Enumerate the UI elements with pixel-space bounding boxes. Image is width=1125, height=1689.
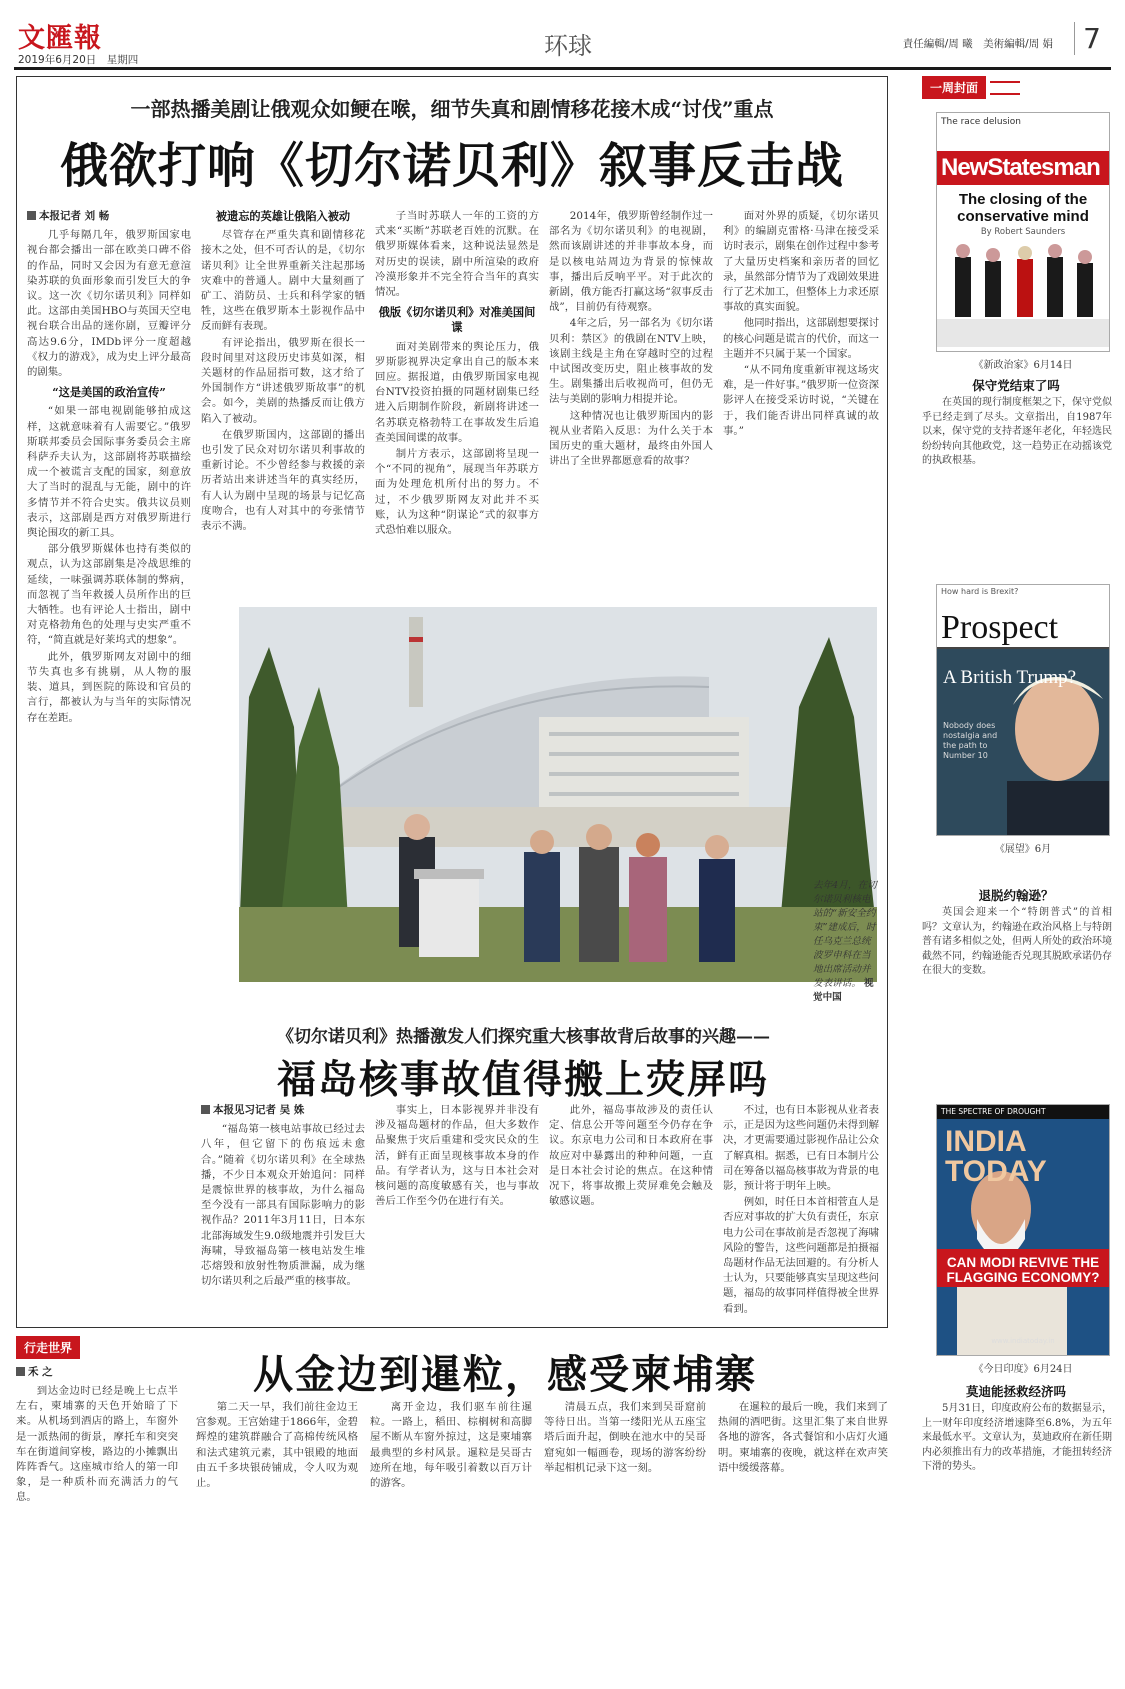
- bottom-column-2: [196, 1400, 358, 1674]
- magazine-logo: INDIA TODAY: [945, 1125, 1047, 1188]
- cover-illustration: [937, 237, 1110, 347]
- photo-credit: 视觉中国: [813, 978, 874, 1003]
- paragraph: 面对美剧带来的舆论压力，俄罗斯影视界决定拿出自己的版本来回应。据报道，由俄罗斯国家电视台NTV投资拍摄的同题材剧集已经进入后期制作阶段，新剧将讲述一名苏联克格勃特工在事故发生后追查美国间谍的故事。: [375, 340, 539, 444]
- paragraph: 不过，也有日本影视从业者表示，正是因为这些问题仍未得到解决，才更需要通过影视作品让公众了解真相。据悉，已有日本制片公司在筹备以福岛核事故为背景的电影，预计将于明年上映。: [723, 1104, 879, 1193]
- magazine-logo: Prospect: [937, 609, 1109, 649]
- main-column-3: [375, 209, 539, 597]
- cover-topline: How hard is Brexit?: [937, 585, 1109, 609]
- paragraph: 事实上，日本影视界并非没有涉及福岛题材的作品，但大多数作品聚焦于灾后重建和受灾民众的生活，鲜有正面呈现核事故本身的作品。有学者认为，这与日本社会对核问题的高度敏感有关，也与事故善后工作至今仍在进行有关。: [375, 1104, 539, 1208]
- magazine-caption: 《新政治家》6月14日: [973, 360, 1073, 371]
- main-byline: 本报记者 刘 畅: [27, 209, 191, 224]
- cover-byline: By Robert Saunders: [980, 227, 1066, 237]
- subheading: “这是美国的政治宣传”: [52, 385, 166, 400]
- main-story-box: [16, 76, 888, 1328]
- magazine-cover-prospect: [936, 584, 1110, 836]
- story2-column-2: [375, 1103, 539, 1323]
- paragraph: 制片方表示，这部剧将呈现一个“不同的视角”，展现当年苏联方面为处理危机所付出的努力。不过，不少俄罗斯网友对此并不买账，认为这种“阴谋论”式的叙事方式恐怕难以服众。: [375, 448, 539, 537]
- cover-body: [937, 1119, 1109, 1355]
- paragraph: “如果一部电视剧能够拍成这样，这就意味着有人需要它。”俄罗斯联邦委员会国际事务委员会主席科萨乔夫认为，这部剧将苏联描绘成一个被谎言支配的国家，刻意放大了当时的混乱与无能，剧中的许多情节并不符合史实。俄共议员则表示，这部剧是西方对俄罗斯进行舆论围攻的新工具。: [27, 405, 191, 540]
- section-name: 环球: [544, 32, 592, 60]
- byline-marker-icon: [16, 1367, 25, 1376]
- bottom-column-3: [370, 1400, 532, 1674]
- cover-body: [937, 649, 1109, 835]
- paragraph: 他同时指出，这部剧想要探讨的核心问题是谎言的代价，而这一主题并不只属于某一个国家。: [723, 317, 879, 360]
- paragraph: 尽管存在严重失真和剧情移花接木之处，但不可否认的是，《切尔诺贝利》让全世界重新关注起那场灾难中的普通人。剧中大量刻画了矿工、消防员、士兵和科学家的牺牲，这些在俄罗斯本土影视作品中反而鲜有表现。: [201, 229, 365, 333]
- magazine-caption: 《今日印度》6月24日: [973, 1364, 1073, 1375]
- newspaper-logo: 文匯報: [18, 23, 102, 54]
- editor-credits: 責任編輯/周 曦 美術編輯/周 娟: [902, 38, 1053, 50]
- paragraph: 离开金边，我们驱车前往暹粒。一路上，稻田、棕榈树和高脚屋不断从车窗外掠过，这是柬埔寨最典型的乡村风景。暹粒是吴哥古迹所在地，每年吸引着数以百万计的游客。: [370, 1401, 532, 1490]
- page-number: 7: [1074, 22, 1101, 55]
- brief-text: 英国会迎来一个“特朗普式”的首相吗？文章认为，约翰逊在政治风格上与特朗普有诸多相似之处，但两人所处的政治环境截然不同，约翰逊能否兑现其脱欧承诺仍存在很大的变数。: [922, 907, 1112, 977]
- paragraph: 此外，俄罗斯网友对剧中的细节失真也多有挑剔，从人物的服装、道具，到医院的陈设和官员的言行，都被认为与当年的实际情况存在差距。: [27, 650, 191, 724]
- brief-title: 莫迪能拯救经济吗: [965, 1384, 1066, 1399]
- story2-byline: 本报见习记者 吴 姝: [201, 1103, 365, 1118]
- paragraph: 到达金边时已经是晚上七点半左右，柬埔寨的天色开始暗了下来。从机场到酒店的路上，车窗外是一派热闹的街景，摩托车和突突车在街道间穿梭，路边的小摊飘出阵阵香气。这座城市给人的第一印象，是一种质朴而充满活力的气息。: [16, 1385, 178, 1504]
- cover-subline: Nobody does nostalgia and the path to Number 10: [943, 721, 998, 760]
- main-column-5: [723, 209, 879, 597]
- magazine-cover-indiatoday: [936, 1104, 1110, 1356]
- brief-text: 在英国的现行制度框架之下，保守党似乎已经走到了尽头。文章指出，自1987年以来，保守党的支持者逐年老化，年轻选民纷纷转向其他政党，这一趋势正在动摇该党的执政根基。: [922, 397, 1112, 467]
- cover-topline: The race delusion: [937, 113, 1109, 151]
- main-column-1: [27, 209, 191, 1009]
- subheading: 俄版《切尔诺贝利》对准美国间谍: [378, 305, 536, 335]
- paragraph: 这种情况也让俄罗斯国内的影视从业者陷入反思：为什么关于本国历史的重大题材，最终由外国人讲出了全世界都愿意看的故事？: [549, 409, 713, 468]
- paragraph: 几乎每隔几年，俄罗斯国家电视台都会播出一部在欧美口碑不俗的作品，同时又会因为有意无意渲染苏联的负面形象而引发巨大的争议。这一次《切尔诺贝利》同样如此。这部由美国HBO与英国天空电视台联合出品的迷你剧，豆瓣评分高达9.6分，IMDb评分一度超越《权力的游戏》，成为史上评分最高的剧集。: [27, 229, 191, 379]
- photo-caption: 去年4月，在切尔诺贝利核电站的“新安全约束”建成后，时任乌克兰总统波罗申科在当地出席活动并发表讲话。 视觉中国: [813, 880, 877, 1003]
- bottom-byline: 禾 之: [16, 1364, 53, 1379]
- paragraph: 在俄罗斯国内，这部剧的播出也引发了民众对切尔诺贝利事故的重新讨论。不少曾经参与救援的亲历者站出来讲述当年的真实经历，有人认为剧中呈现的场景与记忆高度吻合，也有人对其中的夸张情节表示不满。: [201, 428, 365, 533]
- paragraph: 清晨五点，我们来到吴哥窟前等待日出。当第一缕阳光从五座宝塔后面升起，倒映在池水中的吴哥窟宛如一幅画卷，现场的游客纷纷举起相机记录下这一刻。: [544, 1401, 706, 1474]
- brief-title: 保守党结束了吗: [972, 378, 1060, 393]
- secondary-headline: 福岛核事故值得搬上荧屏吗: [277, 1057, 770, 1103]
- story2-column-3: [549, 1103, 713, 1323]
- column-label-travel: 行走世界: [16, 1336, 80, 1359]
- main-headline: 俄欲打响《切尔诺贝利》叙事反击战: [59, 138, 844, 194]
- paragraph: 例如，时任日本首相菅直人是否应对事故的扩大负有责任，东京电力公司在事故前是否忽视了海啸风险的警告，这些问题都是拍摄福岛题材作品无法回避的。有分析人士认为，只要能够真实呈现这些问题，福岛的故事同样值得被全世界看到。: [723, 1196, 879, 1315]
- byline-marker-icon: [27, 211, 36, 220]
- publication-date: 2019年6月20日 星期四: [18, 54, 139, 66]
- paragraph: 4年之后，另一部名为《切尔诺贝利：禁区》的俄剧在NTV上映，该剧主线是主角在穿越时空的过程中试图改变历史，阻止核事故的发生。剧集播出后收视尚可，但仍无法与美剧的影响力相提并论。: [549, 317, 713, 406]
- cover-headline: CAN MODI REVIVE THE FLAGGING ECONOMY?: [946, 1255, 1100, 1285]
- paragraph: 子当时苏联人一年的工资的方式来“买断”苏联老百姓的沉默。在俄罗斯媒体看来，这种说法显然是对历史的误读，剧中所渲染的政府冷漠形象并不完全符合当年的真实情况。: [375, 210, 539, 299]
- bottom-column-4: [544, 1400, 706, 1674]
- brief-title: 退脱约翰逊？: [978, 888, 1054, 903]
- cover-topline: THE SPECTRE OF DROUGHT: [937, 1105, 1109, 1119]
- paragraph: 在暹粒的最后一晚，我们来到了热闹的酒吧街。这里汇集了来自世界各地的游客，各式餐馆和小店灯火通明。柬埔寨的夜晚，就这样在欢声笑语中缓缓落幕。: [718, 1401, 888, 1474]
- masthead: [14, 14, 1111, 70]
- secondary-kicker: 《切尔诺贝利》热播激发人们探究重大核事故背后故事的兴趣——: [277, 1027, 770, 1047]
- subheading: 被遗忘的英雄让俄陷入被动: [215, 209, 351, 223]
- bottom-column-1: [16, 1384, 178, 1674]
- paragraph: 2014年，俄罗斯曾经制作过一部名为《切尔诺贝利》的电视剧，然而该剧讲述的并非事故本身，而是以核电站周边为背景的惊悚故事，播出后反响平平。对于此次的新剧，俄方能否打赢这场“叙事反击战”，目前仍有待观察。: [549, 210, 713, 314]
- paragraph: 有评论指出，俄罗斯在很长一段时间里对这段历史讳莫如深，相关题材的作品屈指可数，这才给了外国制作方“讲述俄罗斯故事”的机会。如今，美剧的热播反而让俄方陷入了被动。: [201, 336, 365, 425]
- brief-text: 5月31日，印度政府公布的数据显示，上一财年印度经济增速降至6.8%，为五年来最低水平。文章认为，莫迪政府在新任期内必须推出有力的改革措施，才能扭转经济下滑的势头。: [922, 1403, 1112, 1473]
- news-photo: [239, 607, 877, 982]
- paragraph: 面对外界的质疑，《切尔诺贝利》的编剧克雷格·马津在接受采访时表示，剧集在创作过程中参考了大量历史档案和亲历者的回忆录，虽然部分情节为了戏剧效果进行了艺术加工，但整体上力求还原事故的真实面貌。: [723, 210, 879, 314]
- bottom-headline: 从金边到暹粒，感受柬埔寨: [253, 1351, 757, 1398]
- photo-illustration: [239, 607, 877, 982]
- magazine-logo: NewStatesman: [937, 151, 1109, 185]
- sidebar-label: 一周封面: [922, 76, 986, 99]
- bottom-column-5: [718, 1400, 888, 1674]
- cover-headline: The closing of the conservative mind: [957, 191, 1089, 225]
- paragraph: “福岛第一核电站事故已经过去八年，但它留下的伤痕远未愈合。”随着《切尔诺贝利》在全球热播，不少日本观众开始追问：同样是震惊世界的核事故，为什么福岛至今没有一部具有国际影响力的影视作品？2011年3月11日，日本东北部海域发生9.0级地震并引发巨大海啸，导致福岛第一核电站发生堆芯熔毁和放射性物质泄漏，成为继切尔诺贝利之后最严重的核事故。: [201, 1123, 365, 1288]
- story2-column-4: [723, 1103, 879, 1323]
- main-column-2: [201, 209, 365, 597]
- paragraph: “从不同角度重新审视这场灾难，是一件好事。”俄罗斯一位资深影评人在接受采访时说，“关键在于，我们能否讲出同样真诚的故事。”: [723, 364, 879, 437]
- main-kicker: 一部热播美剧让俄观众如鲠在喉，细节失真和剧情移花接木成“讨伐”重点: [130, 97, 774, 121]
- story2-column-1: [201, 1103, 365, 1323]
- main-column-4: [549, 209, 713, 597]
- magazine-caption: 《展望》6月: [994, 844, 1052, 855]
- magazine-cover-newstatesman: [936, 112, 1110, 352]
- paragraph: 此外，福岛事故涉及的责任认定、信息公开等问题至今仍存在争议。东京电力公司和日本政府在事故应对中暴露出的种种问题，一直是日本社会讨论的焦点。在这种情况下，将事故搬上荧屏难免会触及敏感议题。: [549, 1104, 713, 1208]
- paragraph: 部分俄罗斯媒体也持有类似的观点，认为这部剧集是冷战思维的延续，一味强调苏联体制的弊病，而忽视了当年救援人员所作出的巨大牺牲。也有评论人士指出，剧中对克格勃角色的处理与史实严重不符，“简直就是好莱坞式的想象”。: [27, 543, 191, 647]
- paragraph: 第二天一早，我们前往金边王宫参观。王宫始建于1866年，金碧辉煌的建筑群融合了高棉传统风格和法式建筑元素，其中银殿的地面由五千多块银砖铺成，令人叹为观止。: [196, 1401, 358, 1490]
- byline-marker-icon: [201, 1105, 210, 1114]
- cover-footer: www.indiatoday.in: [991, 1337, 1055, 1345]
- cover-headline: A British Trump?: [943, 667, 1077, 688]
